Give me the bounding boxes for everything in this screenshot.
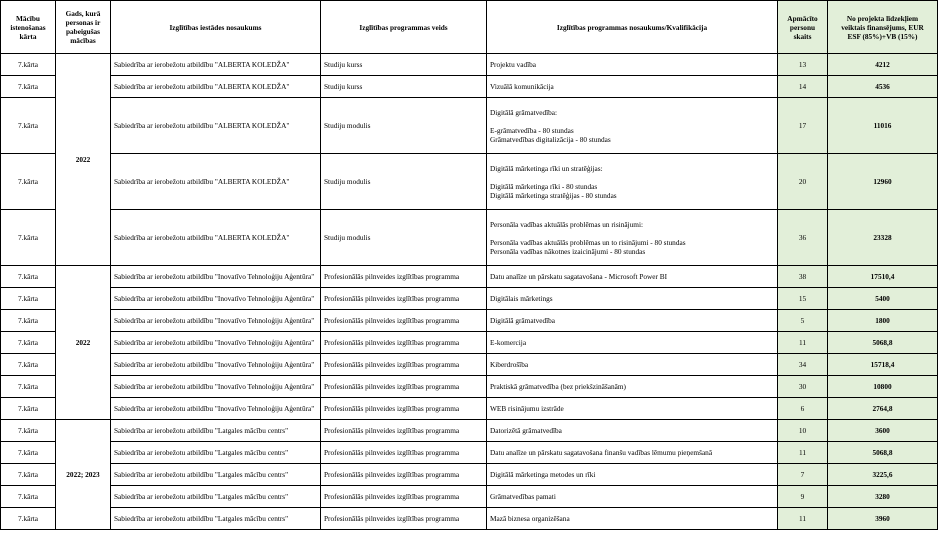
cell-persons: 34 <box>778 354 828 376</box>
cell-program: Digitālā mārketinga rīki un stratēģijas: Digitālā mārketinga rīki - 80 stundas Digitālā mārketinga stratēģijas - 80 stundas <box>487 154 778 210</box>
cell-type: Profesionālās pilnveides izglītības programma <box>321 266 487 288</box>
cell-institution: Sabiedrība ar ierobežotu atbildību "ALBERTA KOLEDŽA" <box>111 54 321 76</box>
cell-funding: 1800 <box>828 310 938 332</box>
header-card: Mācību istenošanas kārta <box>1 1 56 54</box>
cell-program: Praktiskā grāmatvedība (bez priekšzināšanām) <box>487 376 778 398</box>
cell-program: Personāla vadības aktuālās problēmas un risinājumi: Personāla vadības aktuālās problēmas un to risinājumi - 80 stundas Personāla vadības nākotnes izaicinājumi - 80 stundas <box>487 210 778 266</box>
cell-persons: 6 <box>778 398 828 420</box>
cell-institution: Sabiedrība ar ierobežotu atbildību "Inovatīvo Tehnoloģiju Aģentūra" <box>111 332 321 354</box>
cell-card: 7.kārta <box>1 354 56 376</box>
cell-card: 7.kārta <box>1 508 56 530</box>
table-row <box>1 76 938 98</box>
cell-program: E-komercija <box>487 332 778 354</box>
table-row <box>1 486 938 508</box>
cell-card: 7.kārta <box>1 486 56 508</box>
table-row <box>1 310 938 332</box>
cell-type: Profesionālās pilnveides izglītības programma <box>321 398 487 420</box>
cell-program: Kiberdrošība <box>487 354 778 376</box>
cell-card: 7.kārta <box>1 376 56 398</box>
cell-year: 2022; 2023 <box>56 420 111 530</box>
cell-persons: 9 <box>778 486 828 508</box>
table-row <box>1 288 938 310</box>
cell-persons: 36 <box>778 210 828 266</box>
table-row <box>1 442 938 464</box>
cell-institution: Sabiedrība ar ierobežotu atbildību "Latgales mācību centrs" <box>111 442 321 464</box>
cell-funding: 5068,8 <box>828 442 938 464</box>
cell-institution: Sabiedrība ar ierobežotu atbildību "Latgales mācību centrs" <box>111 508 321 530</box>
cell-card: 7.kārta <box>1 98 56 154</box>
cell-persons: 7 <box>778 464 828 486</box>
cell-institution: Sabiedrība ar ierobežotu atbildību "ALBERTA KOLEDŽA" <box>111 98 321 154</box>
cell-program: Digitālā grāmatvedība: E-grāmatvedība - 80 stundas Grāmatvedības digitalizācija - 80 stundas <box>487 98 778 154</box>
cell-program: Datorizētā grāmatvedība <box>487 420 778 442</box>
cell-type: Profesionālās pilnveides izglītības programma <box>321 332 487 354</box>
cell-card: 7.kārta <box>1 54 56 76</box>
cell-institution: Sabiedrība ar ierobežotu atbildību "Latgales mācību centrs" <box>111 464 321 486</box>
cell-funding: 5068,8 <box>828 332 938 354</box>
table-row <box>1 266 938 288</box>
cell-card: 7.kārta <box>1 464 56 486</box>
table-row <box>1 354 938 376</box>
cell-funding: 15718,4 <box>828 354 938 376</box>
cell-funding: 3960 <box>828 508 938 530</box>
cell-year: 2022 <box>56 54 111 266</box>
cell-funding: 12960 <box>828 154 938 210</box>
cell-type: Studiju kurss <box>321 76 487 98</box>
cell-institution: Sabiedrība ar ierobežotu atbildību "ALBERTA KOLEDŽA" <box>111 76 321 98</box>
cell-institution: Sabiedrība ar ierobežotu atbildību "Inovatīvo Tehnoloģiju Aģentūra" <box>111 310 321 332</box>
cell-program: Digitālā grāmatvedība <box>487 310 778 332</box>
cell-year: 2022 <box>56 266 111 420</box>
cell-funding: 4212 <box>828 54 938 76</box>
header-institution: Izglītības iestādes nosaukums <box>111 1 321 54</box>
cell-persons: 30 <box>778 376 828 398</box>
cell-persons: 11 <box>778 332 828 354</box>
table-row <box>1 154 938 210</box>
table-row <box>1 210 938 266</box>
cell-institution: Sabiedrība ar ierobežotu atbildību "Latgales mācību centrs" <box>111 486 321 508</box>
cell-card: 7.kārta <box>1 398 56 420</box>
cell-program: Grāmatvedības pamati <box>487 486 778 508</box>
table-row <box>1 508 938 530</box>
cell-funding: 10800 <box>828 376 938 398</box>
cell-type: Profesionālās pilnveides izglītības programma <box>321 354 487 376</box>
cell-type: Profesionālās pilnveides izglītības programma <box>321 486 487 508</box>
cell-institution: Sabiedrība ar ierobežotu atbildību "Inovatīvo Tehnoloģiju Aģentūra" <box>111 376 321 398</box>
cell-persons: 5 <box>778 310 828 332</box>
cell-funding: 3600 <box>828 420 938 442</box>
header-funding: No projekta līdzekļiem veiktais finansējums, EUR ESF (85%)+VB (15%) <box>828 1 938 54</box>
cell-type: Profesionālās pilnveides izglītības programma <box>321 464 487 486</box>
cell-persons: 14 <box>778 76 828 98</box>
cell-card: 7.kārta <box>1 266 56 288</box>
cell-card: 7.kārta <box>1 76 56 98</box>
cell-institution: Sabiedrība ar ierobežotu atbildību "Inovatīvo Tehnoloģiju Aģentūra" <box>111 354 321 376</box>
cell-institution: Sabiedrība ar ierobežotu atbildību "Latgales mācību centrs" <box>111 420 321 442</box>
cell-funding: 11016 <box>828 98 938 154</box>
table-row <box>1 98 938 154</box>
cell-type: Profesionālās pilnveides izglītības programma <box>321 508 487 530</box>
cell-funding: 23328 <box>828 210 938 266</box>
cell-funding: 3280 <box>828 486 938 508</box>
cell-program: Datu analīze un pārskatu sagatavošana - Microsoft Power BI <box>487 266 778 288</box>
cell-type: Profesionālās pilnveides izglītības programma <box>321 288 487 310</box>
cell-type: Studiju modulis <box>321 154 487 210</box>
table-row <box>1 464 938 486</box>
cell-persons: 20 <box>778 154 828 210</box>
header-row <box>1 1 938 54</box>
cell-institution: Sabiedrība ar ierobežotu atbildību "ALBERTA KOLEDŽA" <box>111 210 321 266</box>
cell-persons: 11 <box>778 508 828 530</box>
cell-program: Digitālā mārketinga metodes un rīki <box>487 464 778 486</box>
cell-type: Studiju modulis <box>321 210 487 266</box>
cell-persons: 38 <box>778 266 828 288</box>
table-row <box>1 54 938 76</box>
cell-type: Profesionālās pilnveides izglītības programma <box>321 376 487 398</box>
cell-card: 7.kārta <box>1 288 56 310</box>
cell-program: Mazā biznesa organizēšana <box>487 508 778 530</box>
cell-card: 7.kārta <box>1 442 56 464</box>
table-row <box>1 398 938 420</box>
header-year: Gads, kurā personas ir pabeigušas mācības <box>56 1 111 54</box>
cell-persons: 15 <box>778 288 828 310</box>
cell-program: Vizuālā komunikācija <box>487 76 778 98</box>
cell-program: Datu analīze un pārskatu sagatavošana finanšu vadības lēmumu pieņemšanā <box>487 442 778 464</box>
table-body <box>1 54 938 530</box>
cell-funding: 17510,4 <box>828 266 938 288</box>
cell-persons: 17 <box>778 98 828 154</box>
cell-card: 7.kārta <box>1 332 56 354</box>
cell-program: Digitālais mārketings <box>487 288 778 310</box>
table-row <box>1 420 938 442</box>
cell-type: Profesionālās pilnveides izglītības programma <box>321 442 487 464</box>
header-program: Izglītības programmas nosaukums/Kvalifikācija <box>487 1 778 54</box>
cell-program: WEB risinājumu izstrāde <box>487 398 778 420</box>
cell-card: 7.kārta <box>1 210 56 266</box>
cell-institution: Sabiedrība ar ierobežotu atbildību "Inovatīvo Tehnoloģiju Aģentūra" <box>111 288 321 310</box>
cell-card: 7.kārta <box>1 420 56 442</box>
cell-type: Profesionālās pilnveides izglītības programma <box>321 420 487 442</box>
cell-card: 7.kārta <box>1 154 56 210</box>
cell-institution: Sabiedrība ar ierobežotu atbildību "ALBERTA KOLEDŽA" <box>111 154 321 210</box>
cell-persons: 10 <box>778 420 828 442</box>
cell-funding: 3225,6 <box>828 464 938 486</box>
cell-type: Studiju kurss <box>321 54 487 76</box>
header-type: Izglītības programmas veids <box>321 1 487 54</box>
cell-institution: Sabiedrība ar ierobežotu atbildību "Inovatīvo Tehnoloģiju Aģentūra" <box>111 398 321 420</box>
cell-funding: 4536 <box>828 76 938 98</box>
cell-program: Projektu vadība <box>487 54 778 76</box>
cell-funding: 2764,8 <box>828 398 938 420</box>
cell-funding: 5400 <box>828 288 938 310</box>
cell-type: Studiju modulis <box>321 98 487 154</box>
cell-persons: 13 <box>778 54 828 76</box>
cell-card: 7.kārta <box>1 310 56 332</box>
table-row <box>1 376 938 398</box>
cell-persons: 11 <box>778 442 828 464</box>
table-row <box>1 332 938 354</box>
header-persons: Apmācīto personu skaits <box>778 1 828 54</box>
cell-institution: Sabiedrība ar ierobežotu atbildību "Inovatīvo Tehnoloģiju Aģentūra" <box>111 266 321 288</box>
cell-type: Profesionālās pilnveides izglītības programma <box>321 310 487 332</box>
